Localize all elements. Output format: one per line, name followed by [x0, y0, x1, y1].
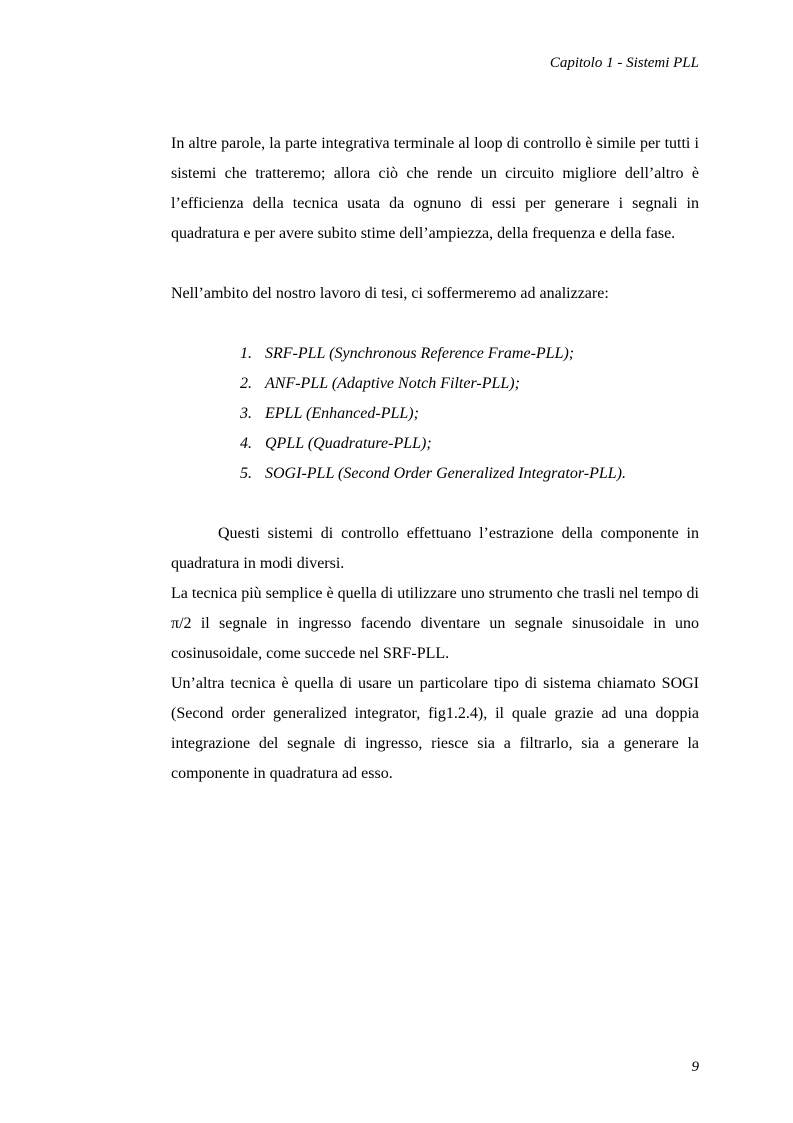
- list-item-number: 4.: [240, 435, 252, 452]
- paragraph-spacer: [171, 489, 699, 519]
- pll-methods-list: [171, 339, 699, 489]
- page-number: 9: [691, 1059, 699, 1075]
- paragraph-analysis-intro: Nell’ambito del nostro lavoro di tesi, ci soffermeremo ad analizzare:: [171, 285, 609, 302]
- paragraph-simple-technique: La tecnica più semplice è quella di utilizzare uno strumento che trasli nel tempo di π/2 il segnale in ingresso facendo diventare un segnale sinusoidale in uno cosinusoidale, come succede nel SRF-PLL.: [171, 585, 699, 662]
- paragraph-control-systems: Questi sistemi di controllo effettuano l’estrazione della componente in quadratura in modi diversi.: [171, 525, 699, 572]
- paragraph-spacer: [171, 249, 699, 279]
- list-item-number: 1.: [240, 345, 252, 362]
- running-header: Capitolo 1 - Sistemi PLL: [549, 55, 699, 71]
- paragraph-integrative-part: In altre parole, la parte integrativa terminale al loop di controllo è simile per tutti i sistemi che tratteremo; allora ciò che rende un circuito migliore dell’altro è l’efficienza della tecnica usata da ognuno di essi per generare i segnali in quadratura e per avere subito stime dell’ampiezza, della frequenza e della fase.: [171, 135, 699, 242]
- list-item-number: 2.: [240, 375, 252, 392]
- list-item-text: QPLL (Quadrature-PLL);: [265, 435, 432, 452]
- list-item-text: SRF-PLL (Synchronous Reference Frame-PLL);: [265, 345, 575, 362]
- list-item: [240, 459, 699, 489]
- paragraph-spacer: [171, 309, 699, 339]
- list-item-text: ANF-PLL (Adaptive Notch Filter-PLL);: [265, 375, 520, 392]
- list-item-number: 3.: [240, 405, 252, 422]
- list-item: [240, 339, 699, 369]
- page-content: [171, 129, 699, 789]
- list-item: [240, 369, 699, 399]
- list-item: [240, 399, 699, 429]
- list-item: [240, 429, 699, 459]
- list-item-number: 5.: [240, 465, 252, 482]
- list-item-text: SOGI-PLL (Second Order Generalized Integrator-PLL).: [265, 465, 626, 482]
- paragraph-sogi-technique: Un’altra tecnica è quella di usare un particolare tipo di sistema chiamato SOGI (Second order generalized integrator, fig1.2.4), il quale grazie ad una doppia integrazione del segnale di ingresso, riesce sia a filtrarlo, sia a generare la componente in quadratura ad esso.: [171, 675, 699, 782]
- list-item-text: EPLL (Enhanced-PLL);: [265, 405, 419, 422]
